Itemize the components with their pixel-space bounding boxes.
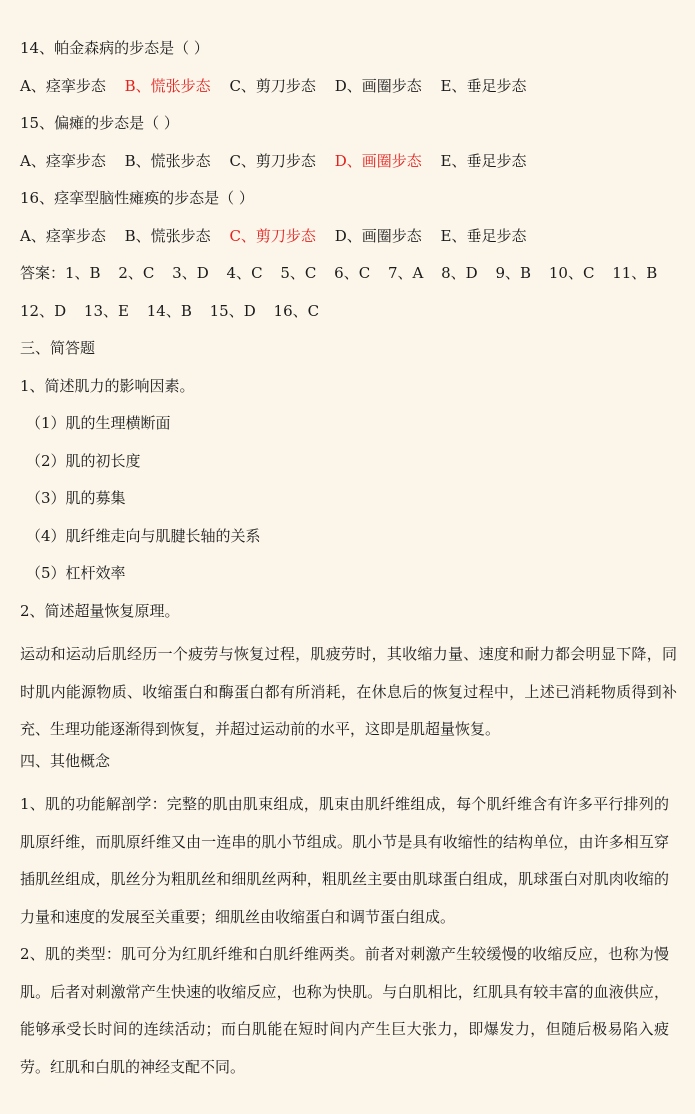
option-a: A、痉挛步态 — [20, 151, 106, 170]
answer-item: 13、E — [83, 301, 129, 320]
answer-key-line-2 — [20, 299, 683, 337]
factor-item: （2）肌的初长度 — [26, 451, 141, 470]
answer-item: 8、D — [441, 264, 478, 282]
answer-item: 9、B — [495, 264, 532, 282]
option-b: B、慌张步态 — [124, 226, 211, 245]
answer-item: 答案：1、B — [20, 264, 101, 282]
section-3-heading: 三、简答题 — [20, 339, 96, 357]
question-14-stem: 14、帕金森病的步态是（ ） — [20, 39, 209, 57]
answer-item: 5、C — [280, 264, 317, 282]
option-c: C、剪刀步态 — [229, 151, 316, 170]
option-e: E、垂足步态 — [440, 151, 527, 170]
answer-item: 2、C — [118, 264, 155, 282]
answer-item: 12、D — [20, 301, 67, 320]
factor-item: （1）肌的生理横断面 — [26, 414, 171, 432]
short-answer-2-body: 运动和运动后肌经历一个疲劳与恢复过程，肌疲劳时，其收缩力量、速度和耐力都会明显下降，同时肌内能源物质、收缩蛋白和酶蛋白都有所消耗，在休息后的恢复过程中，上述已消耗物质得到补充、生理功能逐渐得到恢复，并超过运动前的水平，这即是肌超量恢复。 — [20, 645, 677, 738]
answer-item: 16、C — [273, 301, 320, 320]
question-16-options — [20, 224, 683, 262]
option-e: E、垂足步态 — [440, 76, 527, 95]
answer-item: 10、C — [548, 264, 595, 282]
option-a: A、痉挛步态 — [20, 226, 106, 245]
option-d: D、画圈步态 — [334, 76, 422, 95]
factor-item: （5）杠杆效率 — [26, 564, 126, 582]
question-15-options — [20, 149, 683, 187]
option-c: C、剪刀步态 — [229, 76, 316, 95]
answer-item: 15、D — [209, 301, 256, 320]
factor-item: （3）肌的募集 — [26, 489, 126, 507]
answer-key-line-1 — [20, 261, 683, 299]
option-d: D、画圈步态 — [334, 226, 422, 245]
question-16-stem: 16、痉挛型脑性瘫痪的步态是（ ） — [20, 189, 254, 207]
answer-item: 11、B — [612, 264, 658, 282]
short-answer-1-title: 1、简述肌力的影响因素。 — [20, 376, 195, 395]
answer-item: 6、C — [334, 264, 371, 282]
answer-item: 14、B — [146, 301, 192, 320]
option-e: E、垂足步态 — [440, 226, 527, 245]
section-4-heading: 四、其他概念 — [20, 751, 111, 770]
question-14-options — [20, 74, 683, 112]
question-15-stem: 15、偏瘫的步态是（ ） — [20, 114, 179, 132]
concept-2-paragraph: 2、肌的类型：肌可分为红肌纤维和白肌纤维两类。前者对刺激产生较缓慢的收缩反应，也称为慢肌。后者对刺激常产生快速的收缩反应，也称为快肌。与白肌相比，红肌具有较丰富的血液供应，能够承受长时间的连续活动；而白肌能在短时间内产生巨大张力，即爆发力，但随后极易陷入疲劳。红肌和白肌的神经支配不同。 — [20, 945, 669, 1076]
option-b: B、慌张步态 — [124, 151, 211, 170]
answer-item: 7、A — [387, 264, 424, 282]
option-b-correct: B、慌张步态 — [124, 76, 211, 95]
option-d-correct: D、画圈步态 — [334, 151, 422, 170]
option-c-correct: C、剪刀步态 — [229, 226, 316, 245]
answer-item: 4、C — [226, 264, 263, 282]
answer-item: 3、D — [172, 264, 209, 282]
concept-1-paragraph: 1、肌的功能解剖学：完整的肌由肌束组成，肌束由肌纤维组成，每个肌纤维含有许多平行排列的肌原纤维，而肌原纤维又由一连串的肌小节组成。肌小节是具有收缩性的结构单位，由许多相互穿插肌丝组成，肌丝分为粗肌丝和细肌丝两种，粗肌丝主要由肌球蛋白组成，肌球蛋白对肌肉收缩的力量和速度的发展至关重要；细肌丝由收缩蛋白和调节蛋白组成。 — [20, 795, 669, 926]
short-answer-2-title: 2、简述超量恢复原理。 — [20, 601, 180, 620]
factor-item: （4）肌纤维走向与肌腱长轴的关系 — [26, 526, 261, 545]
option-a: A、痉挛步态 — [20, 76, 106, 95]
